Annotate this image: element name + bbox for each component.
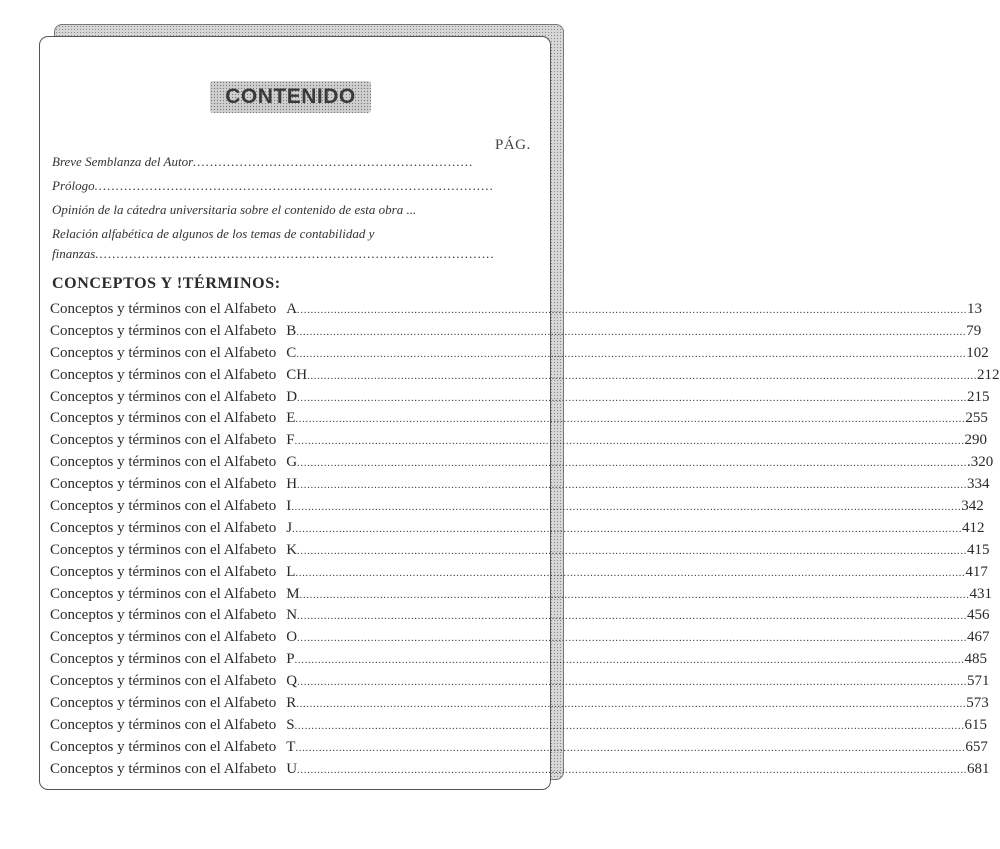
toc-entry-text: Conceptos y términos con el Alfabeto [50,498,277,515]
toc-entry-page: 342 [961,498,984,515]
title-banner [210,81,371,113]
section-heading: CONCEPTOS Y !TÉRMINOS: [52,275,281,292]
toc-entry [50,541,990,564]
toc-entry-letter: M [286,585,300,602]
toc-entry [50,651,988,673]
toc-entry [50,629,990,651]
dot-leader: ........................................................................................................................................................................................................ [296,347,967,360]
toc-entry [50,519,985,542]
toc-entry-text: Conceptos y términos con el Alfabeto [50,629,277,646]
toc-entry-page: 79 [966,322,982,339]
dot-leader: ........................................................................................................................................................................................................ [297,304,968,316]
toc-entry-text: Conceptos y términos con el Alfabeto [50,432,277,449]
toc-entry-text: Conceptos y términos con el Alfabeto [50,301,277,317]
toc-entry [50,738,988,761]
dot-leader: ........................................................................................................................................................................................................ [295,413,966,426]
toc-entry [50,563,988,586]
toc-entry-letter: CH [286,366,308,383]
toc-entry-page: 412 [962,519,985,536]
toc-entry-text: Conceptos y términos con el Alfabeto [50,607,277,624]
toc-entry [50,607,990,629]
toc-entry-page: 615 [964,716,988,733]
toc-entry-text: Conceptos y términos con el Alfabeto [50,541,277,558]
toc-entry-text: Conceptos y términos con el Alfabeto [50,322,277,339]
toc-entry-page: 431 [969,585,993,602]
toc-entry-letter: L [286,563,296,580]
toc-entry-page: 571 [967,673,990,690]
toc-entry [50,344,989,367]
toc-entry [50,301,983,323]
toc-entry-page: 255 [965,410,988,427]
toc-entry [50,454,994,476]
toc-entry-text: Conceptos y términos con el Alfabeto [50,519,277,536]
toc-entry-letter: E [286,410,296,427]
toc-entry-page: 485 [964,651,988,668]
toc-entry-letter: C [286,344,297,361]
toc-entry-text: Conceptos y términos con el Alfabeto [50,760,277,777]
toc-entry-letter: J [286,519,293,536]
toc-entry-text: Conceptos y términos con el Alfabeto [50,476,277,493]
dot-leader: ........................................................................................................................................................................................................ [297,632,968,645]
dot-leader: .................................................................. [193,154,474,169]
toc-entry-letter: O [286,629,298,646]
front-matter-item [52,246,495,262]
toc-entry-letter: N [286,607,298,624]
dot-leader: ........................................................................................................................................................................................................ [296,698,967,711]
toc-entry-letter: U [286,760,298,777]
dot-leader: ........................................................................................................................................................................................................ [297,610,968,623]
dot-leader: ........................................................................................................................................................................................................ [297,676,968,689]
toc-entry-letter: D [286,388,298,405]
toc-entry-page: 415 [967,541,990,558]
toc-entry-text: Conceptos y términos con el Alfabeto [50,738,277,755]
toc-entry [50,366,1000,389]
toc-entry [50,760,990,783]
front-matter-label: finanzas [52,246,96,261]
toc-entry-text: Conceptos y términos con el Alfabeto [50,410,277,427]
toc-entry [50,695,989,717]
front-matter-item [52,202,416,218]
dot-leader: ........................................................................................................................................................................................................ [299,588,970,601]
toc-entry-page: .320 [967,454,994,471]
dot-leader: ........................................................................................................................................................................................................ [292,522,963,535]
dot-leader: ........................................................................................................................................................................................................ [295,741,966,754]
toc-entry-letter: F [286,432,295,449]
dot-leader: ........................................................................................................................................................................................................ [291,501,962,514]
front-matter-item [52,178,495,194]
toc-entry-letter: B [286,322,297,339]
toc-entry-page: 212 [977,366,1000,383]
toc-entry-page: 681 [967,760,990,777]
toc-entry-letter: R [286,695,297,712]
toc-entry-page: 102 [966,344,989,361]
toc-entry-page: 456 [967,607,990,624]
page-column-header: PÁG. [495,137,531,153]
toc-entry-letter: H [286,476,298,493]
toc-entry [50,432,988,454]
toc-entry-text: Conceptos y términos con el Alfabeto [50,651,277,668]
dot-leader: ........................................................................................................................................................................................................ [294,719,965,732]
toc-entry-page: 417 [965,563,988,580]
toc-list [50,301,1000,783]
toc-entry-text: Conceptos y términos con el Alfabeto [50,563,277,580]
toc-entry-letter: P [286,651,295,668]
dot-leader: ........................................................................................................................................................................................................ [297,391,968,404]
toc-entry-text: Conceptos y términos con el Alfabeto [50,366,277,383]
front-matter-item [52,154,474,170]
toc-entry [50,388,990,411]
dot-leader: ........................................................................................................................................................................................................ [297,479,968,492]
toc-entry-text: Conceptos y términos con el Alfabeto [50,695,277,712]
toc-entry-page: 290 [964,432,988,449]
dot-leader: ........................................................................................................................................................................................................ [297,457,968,470]
dot-leader: .............................................................................................. [95,246,495,261]
toc-entry-text: Conceptos y términos con el Alfabeto [50,585,277,602]
toc-entry-page: 13 [967,301,983,317]
front-matter-item [52,226,374,242]
toc-entry-letter: S [286,716,295,733]
dot-leader: ........................................................................................................................................................................................................ [294,435,965,448]
front-matter-label: Opinión de la cátedra universitaria sobre el contenido de esta obra ... [52,202,417,217]
toc-entry-text: Conceptos y términos con el Alfabeto [50,344,277,361]
front-matter-label: Breve Semblanza del Autor [52,154,194,169]
front-matter-label: Relación alfabética de algunos de los temas de contabilidad y [52,226,375,241]
toc-entry [50,410,988,432]
toc-entry-page: 334 [967,476,990,493]
toc-entry-letter: G [286,454,298,471]
dot-leader: ........................................................................................................................................................................................................ [296,325,967,338]
toc-entry-page: 467 [967,629,990,646]
toc-entry [50,498,984,520]
toc-entry-letter: A [286,301,298,317]
toc-entry-text: Conceptos y términos con el Alfabeto [50,454,277,471]
dot-leader: ........................................................................................................................................................................................................ [297,544,968,557]
page-title: CONTENIDO [225,85,356,108]
toc-entry-text: Conceptos y términos con el Alfabeto [50,716,277,733]
toc-entry-text: Conceptos y términos con el Alfabeto [50,673,277,690]
toc-entry-text: Conceptos y términos con el Alfabeto [50,388,277,405]
front-matter-label: Prólogo [52,178,95,193]
dot-leader: .............................................................................................. [94,178,495,193]
toc-entry-letter: I [286,498,292,515]
toc-entry-letter: K [286,541,298,558]
toc-entry-page: 573 [966,695,989,712]
dot-leader: ........................................................................................................................................................................................................ [307,369,978,382]
dot-leader: ........................................................................................................................................................................................................ [297,763,968,776]
toc-entry-letter: Q [286,673,298,690]
toc-entry [50,585,993,608]
toc-entry [50,716,988,739]
toc-entry-page: 215 [967,388,990,405]
toc-entry [50,322,982,345]
dot-leader: ........................................................................................................................................................................................................ [294,654,965,667]
toc-entry [50,476,990,498]
dot-leader: ........................................................................................................................................................................................................ [295,566,966,579]
toc-entry-page: 657 [965,738,988,755]
toc-entry [50,673,990,695]
toc-entry-letter: T [286,738,296,755]
